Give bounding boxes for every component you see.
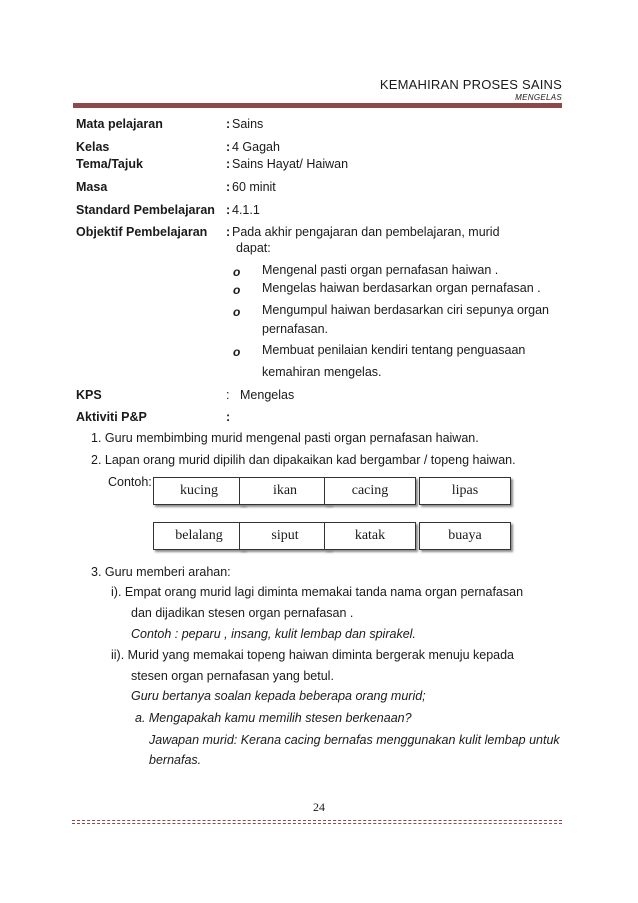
contoh-label: Contoh: xyxy=(108,475,152,489)
animal-card: belalang xyxy=(153,522,245,550)
page-number: 24 xyxy=(313,800,325,814)
colon: : xyxy=(226,225,231,239)
bullet-marker: o xyxy=(233,265,241,279)
step-3-i-example: Contoh : peparu , insang, kulit lembap dan spirakel. xyxy=(131,627,416,641)
value-mata-pelajaran: Sains xyxy=(232,117,264,131)
label-mata-pelajaran: Mata pelajaran xyxy=(76,117,163,131)
colon: : xyxy=(226,117,231,131)
colon: : xyxy=(226,410,231,424)
step-3-i-cont: dan dijadikan stesen organ pernafasan . xyxy=(131,606,354,620)
label-kelas: Kelas xyxy=(76,140,110,154)
label-tema: Tema/Tajuk xyxy=(76,157,143,171)
step-3-i: i). Empat orang murid lagi diminta memakai tanda nama organ pernafasan xyxy=(111,585,524,599)
animal-card: kucing xyxy=(153,477,245,505)
objective-item: Mengelas haiwan berdasarkan organ pernafasan . xyxy=(262,281,541,295)
value-objektif: Pada akhir pengajaran dan pembelajaran, murid xyxy=(232,225,500,239)
label-kps: KPS xyxy=(76,388,102,402)
colon: : xyxy=(226,157,231,171)
value-kps: Mengelas xyxy=(240,388,295,402)
colon: : xyxy=(226,388,230,402)
value-standard: 4.1.1 xyxy=(232,203,260,217)
animal-card: katak xyxy=(324,522,416,550)
step-2: 2. Lapan orang murid dipilih dan dipakaikan kad bergambar / topeng haiwan. xyxy=(91,453,516,467)
footer-rule xyxy=(72,820,562,821)
step-3-ii-cont: stesen organ pernafasan yang betul. xyxy=(131,669,334,683)
bullet-marker: o xyxy=(233,345,241,359)
footer-rule xyxy=(72,823,562,824)
answer-a-cont: bernafas. xyxy=(149,753,202,767)
header-title: KEMAHIRAN PROSES SAINS xyxy=(379,77,562,92)
bullet-marker: o xyxy=(233,283,241,297)
colon: : xyxy=(226,140,231,154)
step-3-ii: ii). Murid yang memakai topeng haiwan diminta bergerak menuju kepada xyxy=(111,648,514,662)
animal-card: buaya xyxy=(419,522,511,550)
animal-card: siput xyxy=(239,522,331,550)
value-masa: 60 minit xyxy=(232,180,276,194)
answer-a: Jawapan murid: Kerana cacing bernafas menggunakan kulit lembap untuk xyxy=(149,733,560,747)
teacher-question-intro: Guru bertanya soalan kepada beberapa orang murid; xyxy=(131,689,426,703)
objective-item: Mengenal pasti organ pernafasan haiwan . xyxy=(262,263,499,277)
label-objektif: Objektif Pembelajaran xyxy=(76,225,208,239)
objective-item: Mengumpul haiwan berdasarkan ciri sepunya organ xyxy=(262,303,549,317)
label-standard: Standard Pembelajaran xyxy=(76,203,215,217)
header-rule xyxy=(73,103,562,108)
bullet-marker: o xyxy=(233,305,241,319)
question-a: a. Mengapakah kamu memilih stesen berkenaan? xyxy=(135,711,412,725)
value-objektif-cont: dapat: xyxy=(236,241,271,255)
animal-card: lipas xyxy=(419,477,511,505)
colon: : xyxy=(226,180,231,194)
header-subtitle: MENGELAS xyxy=(515,93,562,102)
step-3: 3. Guru memberi arahan: xyxy=(91,565,231,579)
step-1: 1. Guru membimbing murid mengenal pasti organ pernafasan haiwan. xyxy=(91,431,479,445)
colon: : xyxy=(226,203,231,217)
label-masa: Masa xyxy=(76,180,108,194)
objective-item: Membuat penilaian kendiri tentang penguasaan xyxy=(262,343,526,357)
label-aktiviti: Aktiviti P&P xyxy=(76,410,147,424)
value-tema: Sains Hayat/ Haiwan xyxy=(232,157,349,171)
objective-item-cont: pernafasan. xyxy=(262,322,329,336)
value-kelas: 4 Gagah xyxy=(232,140,280,154)
animal-card: ikan xyxy=(239,477,331,505)
animal-card: cacing xyxy=(324,477,416,505)
objective-item-cont: kemahiran mengelas. xyxy=(262,365,382,379)
